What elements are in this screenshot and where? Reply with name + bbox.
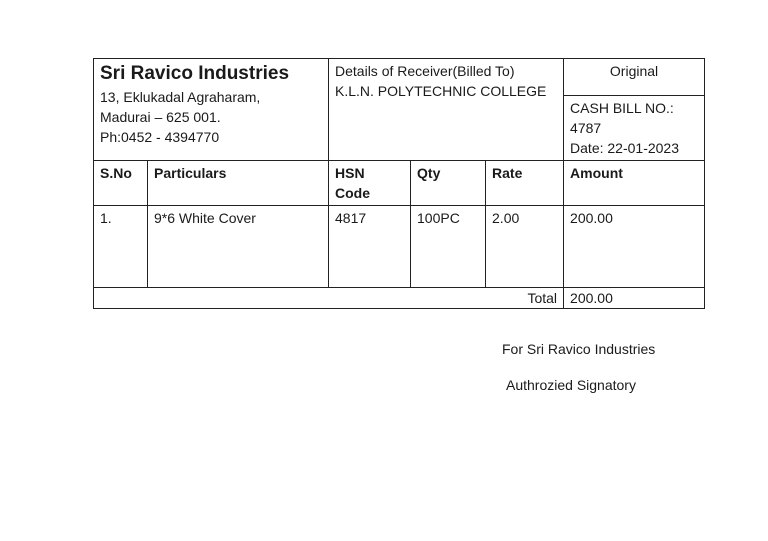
item-hsn: 4817	[329, 206, 411, 288]
col-particulars: Particulars	[148, 161, 329, 206]
item-amount: 200.00	[564, 206, 705, 288]
bill-number-label: CASH BILL NO.:	[570, 100, 674, 116]
bill-info	[564, 96, 705, 161]
bill-date: Date: 22-01-2023	[570, 140, 679, 156]
total-label: Total	[94, 288, 564, 309]
item-particulars: 9*6 White Cover	[148, 206, 329, 288]
signatory-label: Authrozied Signatory	[506, 377, 636, 393]
bill-number: 4787	[570, 120, 602, 136]
receiver-heading: Details of Receiver(Billed To)	[335, 63, 515, 79]
receiver-details	[329, 59, 564, 161]
seller-name: Sri Ravico Industries	[100, 63, 290, 84]
col-amount: Amount	[564, 161, 705, 206]
total-row	[94, 288, 705, 309]
col-qty: Qty	[411, 161, 486, 206]
header-row	[94, 161, 705, 206]
seller-details	[94, 59, 329, 161]
item-rate: 2.00	[486, 206, 564, 288]
seller-address-line2: Madurai – 625 001.	[100, 109, 221, 125]
col-rate: Rate	[486, 161, 564, 206]
seller-address-line1: 13, Eklukadal Agraharam,	[100, 89, 261, 105]
col-hsn-line1: HSN	[335, 165, 365, 181]
signature-for-line: For Sri Ravico Industries	[502, 341, 656, 357]
col-hsn-line2: Code	[335, 185, 371, 201]
table-row	[94, 206, 705, 288]
item-qty: 100PC	[411, 206, 486, 288]
copy-label: Original	[564, 59, 705, 96]
receiver-name: K.L.N. POLYTECHNIC COLLEGE	[335, 83, 547, 99]
seller-phone: Ph:0452 - 4394770	[100, 129, 220, 145]
cash-bill-table	[93, 58, 705, 309]
total-value: 200.00	[564, 288, 705, 309]
item-sno: 1.	[94, 206, 148, 288]
col-hsn	[329, 161, 411, 206]
col-sno: S.No	[94, 161, 148, 206]
